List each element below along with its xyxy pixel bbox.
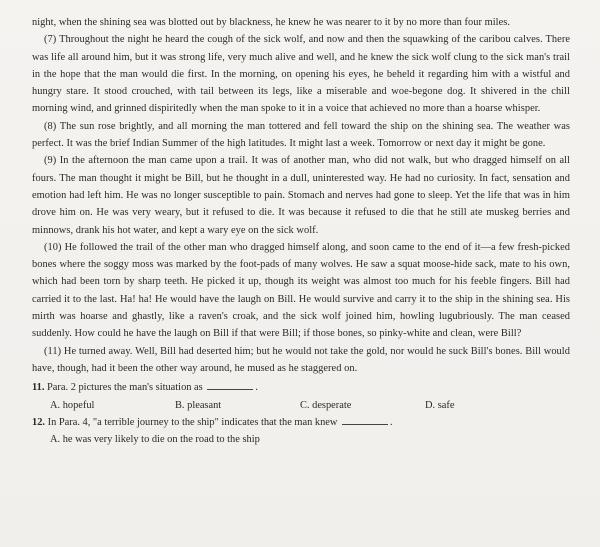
option-b: B. pleasant [175,399,222,411]
question-11 [32,379,570,396]
question-11-options [32,397,570,414]
question-12 [32,414,570,431]
answer-blank [342,414,388,425]
paragraph-10: (10) He followed the trail of the other man who dragged himself along, and soon came to the end of it—a few fresh-picked bones where the soggy moss was marked by the foot-pads of many wolves. He saw a squat moose-hide sack, mate to his own, which had been torn by sharp teeth. He picked it up, though its weight was almost too much for his feeble fingers. Bill had carried it to the last. Ha! ha! He would have the laugh on Bill. He would survive and carry it to the ship in the shining sea. His mirth was hoarse and ghastly, like a raven's croak, and the sick wolf joined him, howling lugubriously. The man ceased suddenly. How could he have the laugh on Bill if that were Bill; if those bones, so pinky-white and clean, were Bill? [32,241,570,340]
question-stem-end: . [390,416,393,428]
question-stem: In Para. 4, "a terrible journey to the ship" indicates that the man knew [47,416,338,428]
paragraph-9: (9) In the afternoon the man came upon a trail. It was of another man, who did not walk, but who dragged himself on all fours. The man thought it might be Bill, but he thought in a dull, uninterested way. He had no curiosity. In fact, sensation and emotion had left him. He was no longer susceptible to pain. Stomach and nerves had gone to sleep. Yet the life that was in him drove him on. He was very weary, but it refused to die. It was because it refused to die that he still ate muskeg berries and minnows, drank his hot water, and kept a wary eye on the sick wolf. [32,155,570,236]
option-a: A. hopeful [50,399,95,411]
question-list [32,379,570,448]
paragraph-continuation: night, when the shining sea was blotted out by blackness, he knew he was nearer to it by no more than four miles. [32,17,511,28]
option-a: A. he was very likely to die on the road to the ship [50,434,260,446]
option-c: C. desperate [300,399,352,411]
question-number: 12. [32,416,45,428]
question-number: 11. [32,382,45,394]
paragraph-8: (8) The sun rose brightly, and all morning the man tottered and fell toward the ship on the shining sea. The weather was perfect. It was the brief Indian Summer of the high latitudes. It might last a week. Tomorrow or next day it might be gone. [32,120,570,150]
question-stem: Para. 2 pictures the man's situation as [47,382,203,394]
paragraph-11: (11) He turned away. Well, Bill had deserted him; but he would not take the gold, nor would he suck Bill's bones. Bill would have, though, had it been the other way around, he mused as he staggered on. [32,345,570,374]
answer-blank [207,379,253,390]
question-stem-end: . [255,382,258,394]
paragraph-7: (7) Throughout the night he heard the cough of the sick wolf, and now and then the squawking of the caribou calves. There was life all around him, but it was strong life, very much alive and well, and he knew the sick wolf clung to the sick man's trail in the hope that the man would die first. In the morning, on opening his eyes, he beheld it regarding him with a wistful and hungry stare. It stood crouched, with tail between its legs, like a miserable and woe-begone dog. It shivered in the chill morning wind, and grinned dispiritedly when the man spoke to it in a voice that achieved no more than a hoarse whisper. [32,34,570,115]
option-d: D. safe [425,399,455,411]
